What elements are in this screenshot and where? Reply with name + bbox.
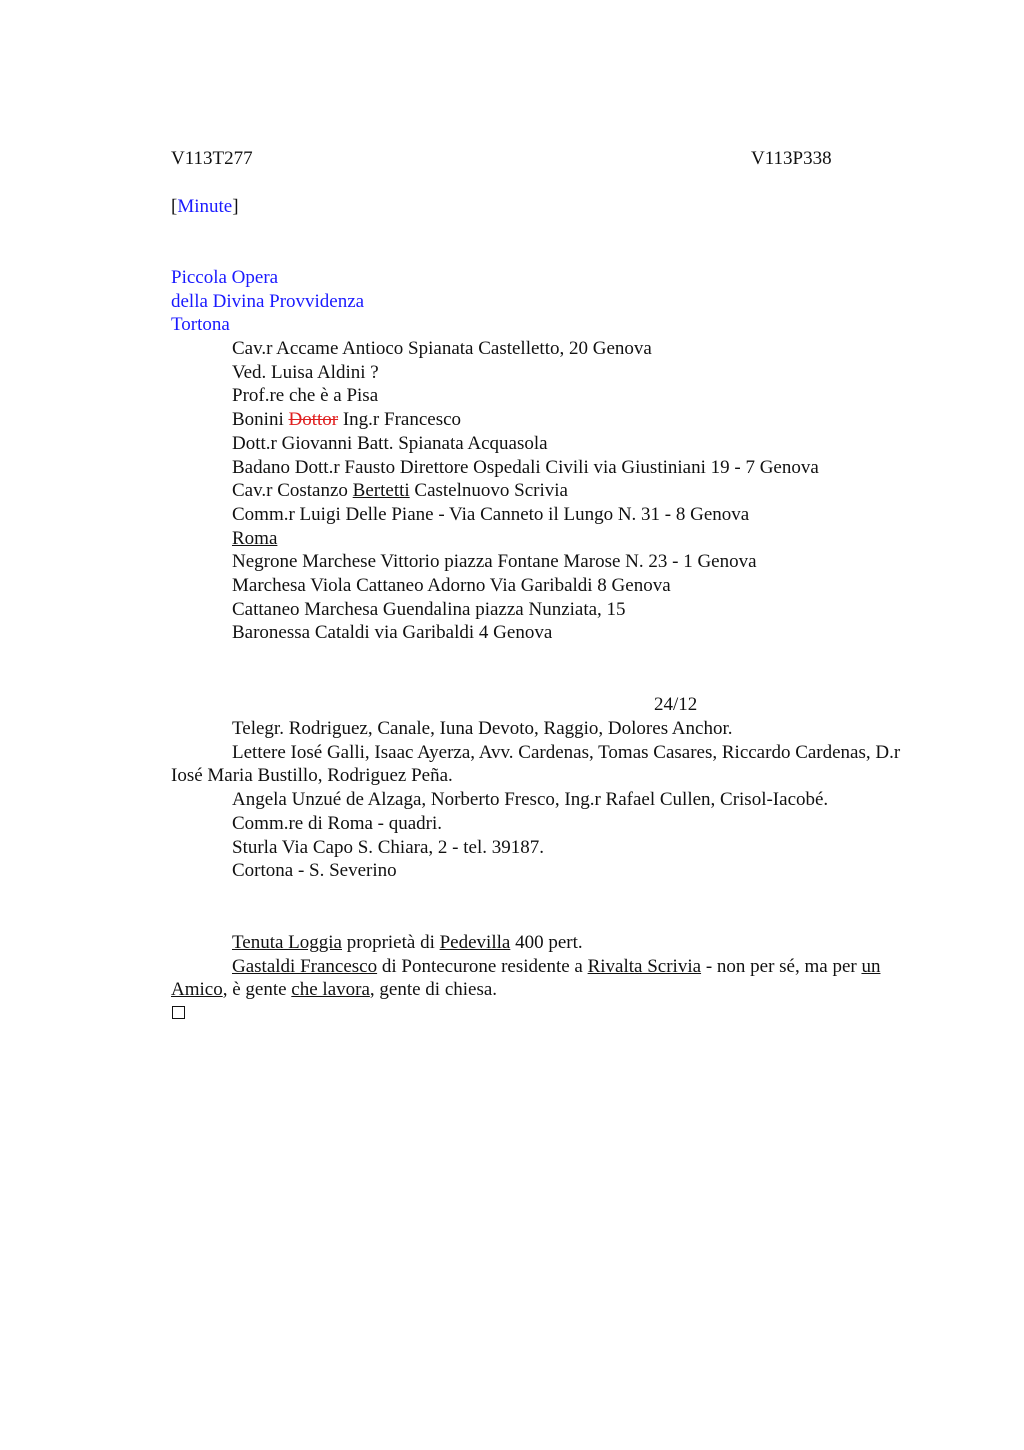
underlined-word: Roma — [232, 527, 278, 549]
correspondence-list — [171, 717, 916, 883]
end-marker-box-icon — [172, 1006, 185, 1019]
underlined-word: Bertetti — [352, 480, 410, 502]
recipient-line: Cav.r Accame Antioco Spianata Castelletto, 20 Genova — [232, 338, 652, 359]
recipient-line — [232, 527, 932, 551]
struck-word: Dottor — [288, 409, 339, 431]
correspondence-line: Cortona - S. Severino — [232, 860, 397, 882]
recipient-line: Cav.r Costanzo Bertetti Castelnuovo Scrivia — [232, 480, 568, 502]
archive-ref-right: V113P338 — [751, 148, 832, 169]
sender-line-3: Tortona — [171, 314, 230, 336]
correspondence-line: Telegr. Rodriguez, Canale, Iuna Devoto, Raggio, Dolores Anchor. — [232, 718, 733, 739]
recipient-line: Dott.r Giovanni Batt. Spianata Acquasola — [232, 432, 548, 454]
date-heading: 24/12 — [654, 694, 698, 715]
archive-ref-left: V113T277 — [171, 148, 253, 169]
correspondence-line: Comm.re di Roma - quadri. — [232, 812, 443, 834]
correspondence-line: Lettere Iosé Galli, Isaac Ayerza, Avv. Cardenas, Tomas Casares, Riccardo Cardenas, D.r Iosé Maria Bustillo, Rodriguez Peña. — [171, 741, 901, 787]
recipient-line: Ved. Luisa Aldini ? — [232, 361, 379, 383]
sender-block — [171, 266, 364, 337]
minute-bracket-open: [ — [171, 196, 178, 217]
recipient-line: Bonini Dottor Ing.r Francesco — [232, 409, 462, 431]
recipient-line: Cattaneo Marchesa Guendalina piazza Nunziata, 15 — [232, 598, 626, 620]
sender-line-1: Piccola Opera — [171, 267, 279, 288]
recipient-line: Badano Dott.r Fausto Direttore Ospedali Civili via Giustiniani 19 - 7 Genova — [232, 456, 819, 478]
recipient-list — [232, 337, 932, 645]
minute-note — [171, 195, 239, 219]
property-note: Gastaldi Francesco di Pontecurone residente a Rivalta Scrivia - non per sé, ma per un Amico, è gente che lavora, gente di chiesa. — [171, 955, 881, 1001]
property-notes — [171, 931, 916, 1002]
minute-label: Minute — [177, 196, 233, 217]
property-note: Tenuta Loggia proprietà di Pedevilla 400 pert. — [232, 932, 583, 953]
recipient-line: Negrone Marchese Vittorio piazza Fontane Marose N. 23 - 1 Genova — [232, 551, 757, 573]
correspondence-line: Angela Unzué de Alzaga, Norberto Fresco, Ing.r Rafael Cullen, Crisol-Iacobé. — [232, 789, 829, 811]
recipient-line: Marchesa Viola Cattaneo Adorno Via Garibaldi 8 Genova — [232, 575, 671, 597]
recipient-line: Comm.r Luigi Delle Piane - Via Canneto il Lungo N. 31 - 8 Genova — [232, 503, 750, 525]
recipient-line: Baronessa Cataldi via Garibaldi 4 Genova — [232, 622, 553, 644]
minute-bracket-close: ] — [232, 196, 239, 217]
correspondence-line: Sturla Via Capo S. Chiara, 2 - tel. 39187. — [232, 836, 544, 858]
sender-line-2: della Divina Provvidenza — [171, 290, 365, 312]
recipient-line: Prof.re che è a Pisa — [232, 385, 379, 407]
